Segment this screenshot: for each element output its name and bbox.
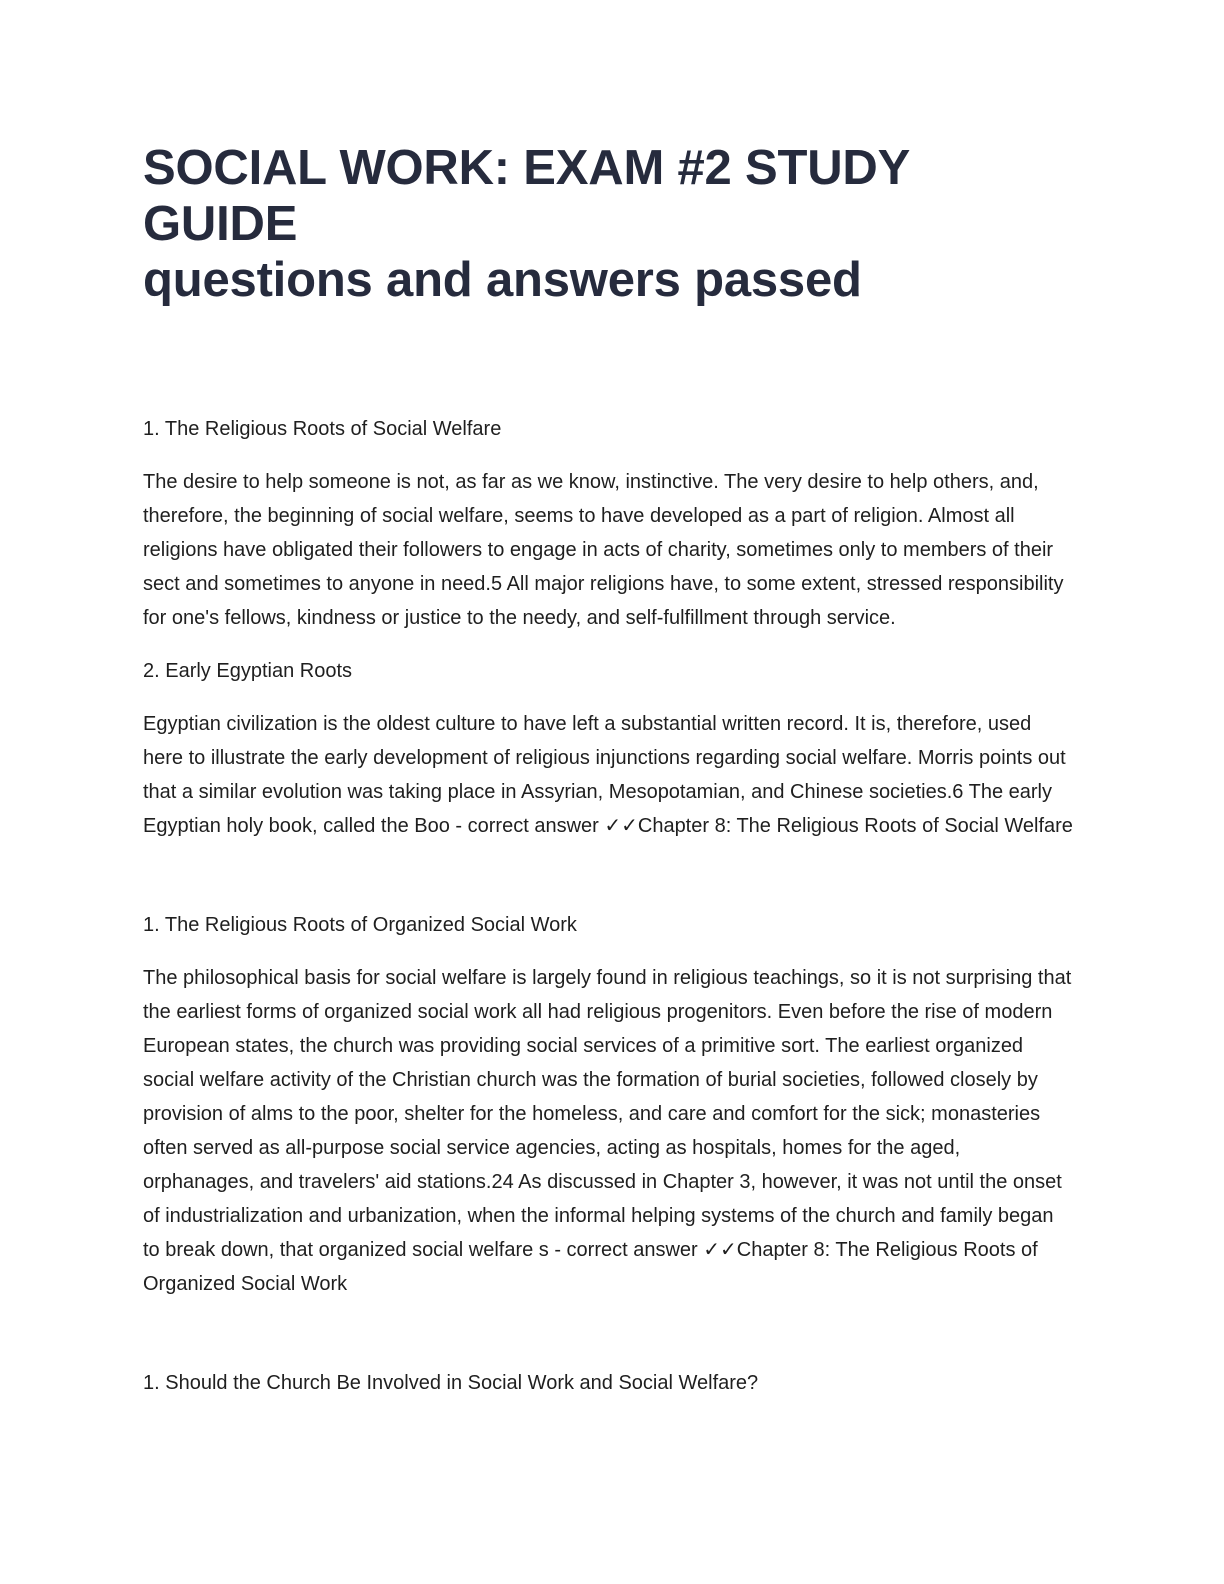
qa-sections bbox=[143, 412, 1074, 1400]
section-2-answer: Egyptian civilization is the oldest culture to have left a substantial written record. It is, therefore, used here to illustrate the early development of religious injunctions regarding social welfare. Morris points out that a similar evolution was taking place in Assyrian, Mesopotamian, and Chinese societies.6 The early Egyptian holy book, called the Boo - correct answer ✓✓Chapter 8: The Religious Roots of Social Welfare bbox=[143, 713, 1073, 837]
section-1-question: 1. The Religious Roots of Social Welfare bbox=[143, 418, 502, 440]
section-4-question: 1. Should the Church Be Involved in Social Work and Social Welfare? bbox=[143, 1372, 759, 1394]
section-3-answer: The philosophical basis for social welfare is largely found in religious teachings, so it is not surprising that the earliest forms of organized social work all had religious progenitors. Even before the rise of modern European states, the church was providing social services of a primitive sort. The earliest organized social welfare activity of the Christian church was the formation of burial societies, followed closely by provision of alms to the poor, shelter for the homeless, and care and comfort for the sick; monasteries often served as all-purpose social service agencies, acting as hospitals, homes for the aged, orphanages, and travelers' aid stations.24 As discussed in Chapter 3, however, it was not until the onset of industrialization and urbanization, when the informal helping systems of the church and family began to break down, that organized social welfare s - correct answer ✓✓Chapter 8: The Religious Roots of Organized Social Work bbox=[143, 967, 1072, 1295]
section-1-answer: The desire to help someone is not, as far as we know, instinctive. The very desire to help others, and, therefore, the beginning of social welfare, seems to have developed as a part of religion. Almost all religions have obligated their followers to engage in acts of charity, sometimes only to members of their sect and sometimes to anyone in need.5 All major religions have, to some extent, stressed responsibility for one's fellows, kindness or justice to the needy, and self-fulfillment through service. bbox=[143, 471, 1064, 629]
title-line-2: questions and answers passed bbox=[143, 253, 862, 307]
section-gap bbox=[143, 862, 1074, 908]
section-gap bbox=[143, 1320, 1074, 1366]
document-title bbox=[143, 140, 1074, 308]
section-2-question: 2. Early Egyptian Roots bbox=[143, 660, 352, 682]
title-line-1: SOCIAL WORK: EXAM #2 STUDY GUIDE bbox=[143, 141, 910, 251]
section-3-question: 1. The Religious Roots of Organized Social Work bbox=[143, 914, 577, 936]
